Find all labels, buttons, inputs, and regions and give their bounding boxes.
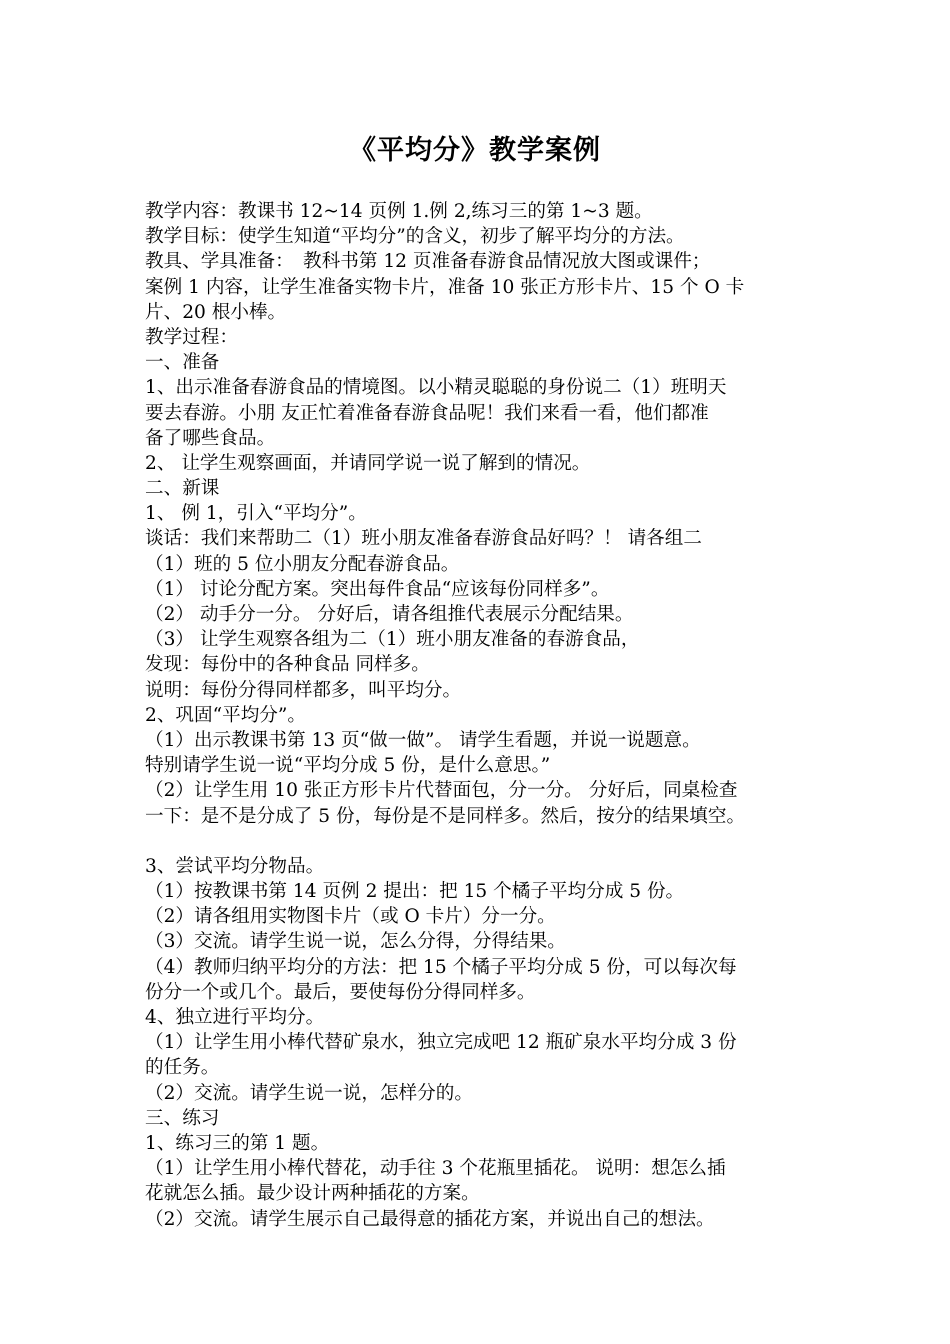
text-line: 备了哪些食品。 [145, 427, 276, 449]
text-line: （2）交流。请学生说一说，怎样分的。 [145, 1082, 473, 1104]
text-line: 一下：是不是分成了 5 份，每份是不是同样多。然后，按分的结果填空。 [145, 805, 746, 827]
text-line: 片、20 根小棒。 [145, 301, 287, 323]
text-line: 花就怎么插。最少设计两种插花的方案。 [145, 1183, 480, 1205]
text-line: 发现：每份中的各种食品 同样多。 [145, 654, 430, 676]
text-line: 教学过程： [145, 326, 238, 348]
text-line: 说明：每份分得同样都多，叫平均分。 [145, 679, 462, 701]
text-line: 4、独立进行平均分。 [145, 1007, 325, 1028]
text-line: 教学目标：使学生知道“平均分”的含义，初步了解平均分的方法。 [145, 226, 685, 248]
text-line: 谈话：我们来帮助二（1）班小朋友准备春游食品好吗？！ 请各组二 [145, 528, 702, 550]
text-line: （1）班的 5 位小朋友分配春游食品。 [145, 553, 460, 575]
text-line: （1） 讨论分配方案。突出每件食品“应该每份同样多”。 [145, 578, 610, 600]
text-line: 2、巩固“平均分”。 [145, 704, 306, 726]
document-title: 《平均分》教学案例 [349, 135, 601, 166]
text-line: 三、练习 [145, 1107, 220, 1129]
text-line: （2） 动手分一分。 分好后，请各组推代表展示分配结果。 [145, 604, 634, 625]
text-line: 1、练习三的第 1 题。 [145, 1132, 330, 1154]
text-line: （1）让学生用小棒代替花，动手往 3 个花瓶里插花。 说明：想怎么插 [145, 1158, 726, 1180]
text-line: 3、尝试平均分物品。 [145, 855, 325, 877]
text-line: 二、新课 [145, 478, 220, 500]
text-line: 份分一个或几个。最后，要使每份分得同样多。 [145, 981, 536, 1003]
blank-line [145, 829, 825, 854]
text-line: （2）请各组用实物图卡片（或 O 卡片）分一分。 [145, 906, 556, 928]
text-line: 的任务。 [145, 1057, 220, 1079]
text-line: 1、 例 1，引入“平均分”。 [145, 503, 367, 525]
text-line: （3）交流。请学生说一说，怎么分得，分得结果。 [145, 931, 566, 953]
text-line: （2）交流。请学生展示自己最得意的插花方案，并说出自己的想法。 [145, 1208, 715, 1230]
text-line: 1、出示准备春游食品的情境图。以小精灵聪聪的身份说二（1）班明天 [145, 377, 727, 399]
document-body [145, 199, 825, 1232]
text-line: 案例 1 内容，让学生准备实物卡片，准备 10 张正方形卡片、15 个 O 卡 [145, 276, 745, 298]
text-line: 要去春游。小朋 友正忙着准备春游食品呢！我们来看一看，他们都准 [145, 402, 709, 424]
text-line: （4）教师归纳平均分的方法：把 15 个橘子平均分成 5 份，可以每次每 [145, 956, 737, 978]
text-line: 特别请学生说一说“平均分成 5 份，是什么意思。” [145, 755, 551, 777]
text-line: （1）出示教课书第 13 页“做一做”。 请学生看题，并说一说题意。 [145, 729, 701, 751]
text-line: 2、 让学生观察画面，并请同学说一说了解到的情况。 [145, 452, 591, 474]
text-line: 教学内容：教课书 12~14 页例 1.例 2,练习三的第 1~3 题。 [145, 201, 653, 222]
text-line: （2）让学生用 10 张正方形卡片代替面包，分一分。 分好后，同桌检查 [145, 780, 738, 802]
text-line: （1）让学生用小棒代替矿泉水，独立完成吧 12 瓶矿泉水平均分成 3 份 [145, 1032, 737, 1054]
text-line: 教具、学具准备： 教科书第 12 页准备春游食品情况放大图或课件； [145, 251, 711, 273]
text-line: 一、准备 [145, 352, 220, 374]
text-line: （3） 让学生观察各组为二（1）班小朋友准备的春游食品， [145, 629, 640, 651]
text-line: （1）按教课书第 14 页例 2 提出：把 15 个橘子平均分成 5 份。 [145, 881, 685, 903]
